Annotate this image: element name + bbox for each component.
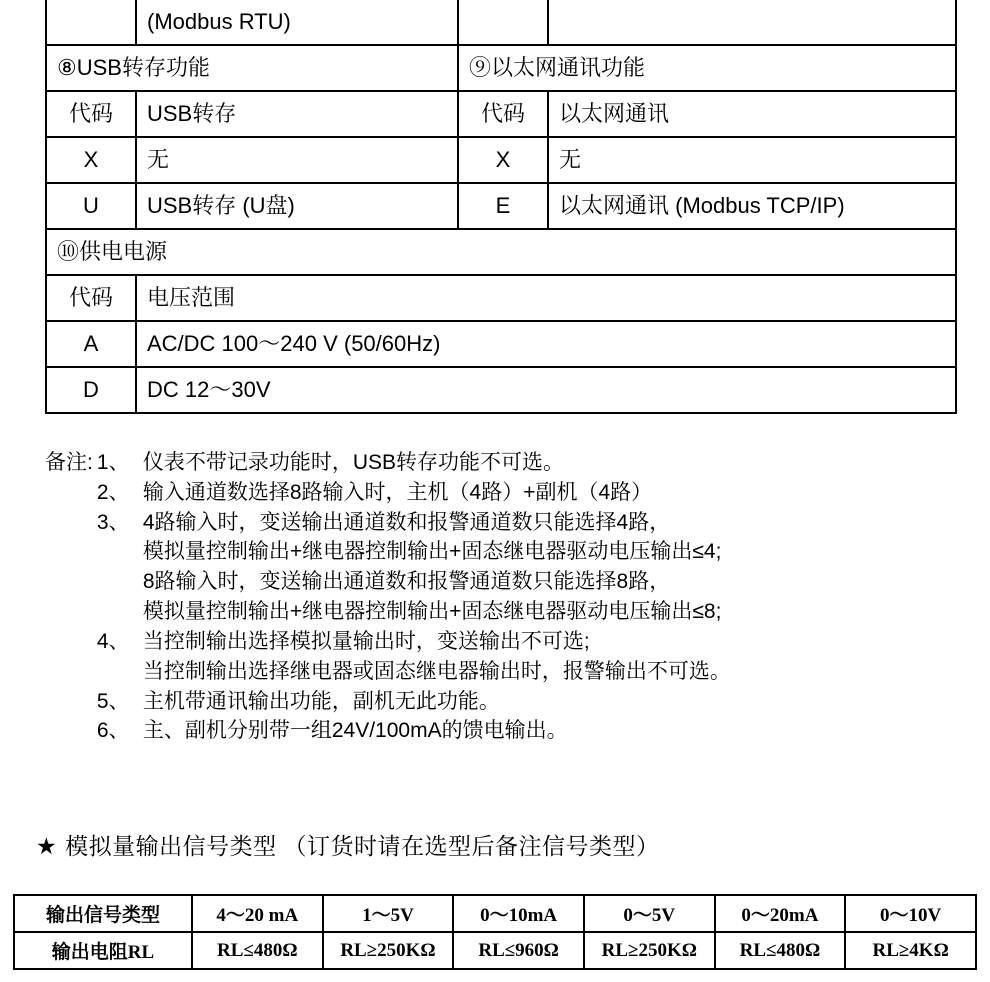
table-row — [46, 367, 956, 413]
remark-line: 4路输入时，变送输出通道数和报警通道数只能选择4路， — [142, 510, 671, 534]
table-row — [14, 932, 976, 969]
top-row-desc2-cell — [548, 0, 956, 45]
remark-line: 主机带通讯输出功能，副机无此功能。 — [142, 689, 500, 713]
remark-item-1 — [97, 448, 975, 478]
remark-line: 8路输入时，变送输出通道数和报警通道数只能选择8路， — [142, 570, 671, 594]
section10-code-header: 代码 — [46, 275, 136, 321]
section10-row1-code: D — [46, 367, 136, 413]
remark-text-2 — [143, 478, 975, 508]
table-row — [46, 229, 956, 275]
remark-item-6 — [97, 716, 975, 746]
remark-text-3 — [143, 508, 975, 627]
remark-line: 仪表不带记录功能时，USB转存功能不可选。 — [142, 451, 565, 474]
section8-code-header: 代码 — [46, 91, 136, 137]
analog-row0-cell5: 0～10V — [845, 895, 976, 932]
section10-row0-code: A — [46, 321, 136, 367]
section10-desc-header: 电压范围 — [136, 275, 956, 321]
analog-output-table — [13, 894, 977, 970]
analog-row1-cell1: RL≥250KΩ — [323, 932, 454, 969]
remark-number-6: 6、 — [96, 719, 130, 743]
star-icon: ★ — [36, 833, 58, 859]
table-row — [46, 275, 956, 321]
analog-output-heading-text: 模拟量输出信号类型 （订货时请在选型后备注信号类型） — [65, 833, 660, 859]
remark-item-2 — [97, 478, 975, 508]
remark-line: 输入通道数选择8路输入时，主机（4路）+副机（4路） — [142, 480, 653, 504]
section10-row0-desc: AC/DC 100～240 V (50/60Hz) — [136, 321, 956, 367]
top-row-code-cell — [46, 0, 136, 45]
remark-line: 模拟量控制输出+继电器控制输出+固态继电器驱动电压输出≤4; — [142, 540, 722, 564]
section8-row1-desc: USB转存 (U盘) — [136, 183, 458, 229]
analog-row1-cell4: RL≤480Ω — [715, 932, 846, 969]
remark-text-1 — [143, 448, 975, 478]
remark-text-4 — [143, 627, 975, 687]
table-row — [46, 321, 956, 367]
remark-number-5: 5、 — [96, 689, 130, 713]
remark-number-4: 4、 — [96, 629, 130, 653]
remark-number-1: 1、 — [96, 451, 130, 474]
remark-number-3: 3、 — [96, 510, 130, 534]
section10-title: ⑩供电电源 — [46, 229, 956, 275]
top-row-desc-cell: (Modbus RTU) — [136, 0, 458, 45]
section9-row0-desc: 无 — [548, 137, 956, 183]
remark-item-5 — [97, 687, 975, 717]
section9-row0-code: X — [458, 137, 548, 183]
section8-row0-code: X — [46, 137, 136, 183]
section8-title: ⑧USB转存功能 — [46, 45, 458, 91]
remarks-list — [97, 448, 975, 746]
remark-line: 当控制输出选择模拟量输出时，变送输出不可选; — [142, 629, 590, 653]
section8-row0-desc: 无 — [136, 137, 458, 183]
section10-row1-desc: DC 12～30V — [136, 367, 956, 413]
table-row — [14, 895, 976, 932]
analog-row0-cell3: 0～5V — [584, 895, 715, 932]
table-row — [46, 45, 956, 91]
analog-output-heading — [36, 828, 660, 861]
remark-line: 模拟量控制输出+继电器控制输出+固态继电器驱动电压输出≤8; — [142, 600, 722, 624]
remark-item-4 — [97, 627, 975, 687]
analog-row0-cell0: 4～20 mA — [192, 895, 323, 932]
remark-item-3 — [97, 508, 975, 627]
table-row — [46, 0, 956, 45]
section9-row1-code: E — [458, 183, 548, 229]
table-row — [46, 91, 956, 137]
section8-row1-code: U — [46, 183, 136, 229]
remark-text-5 — [143, 687, 975, 717]
table-row — [46, 183, 956, 229]
analog-row1-cell5: RL≥4KΩ — [845, 932, 976, 969]
analog-row1-header: 输出电阻RL — [14, 932, 192, 969]
remark-line: 当控制输出选择继电器或固态继电器输出时，报警输出不可选。 — [142, 659, 731, 683]
analog-row0-cell2: 0～10mA — [453, 895, 584, 932]
section9-title: ⑨以太网通讯功能 — [458, 45, 956, 91]
section9-code-header: 代码 — [458, 91, 548, 137]
analog-row0-cell4: 0～20mA — [715, 895, 846, 932]
section9-row1-desc: 以太网通讯 (Modbus TCP/IP) — [548, 183, 956, 229]
section8-desc-header: USB转存 — [136, 91, 458, 137]
table-row — [46, 137, 956, 183]
remark-number-2: 2、 — [96, 480, 130, 504]
remark-text-6 — [143, 716, 975, 746]
remark-line: 主、副机分别带一组24V/100mA的馈电输出。 — [142, 719, 568, 743]
analog-row0-header: 输出信号类型 — [14, 895, 192, 932]
analog-row1-cell0: RL≤480Ω — [192, 932, 323, 969]
analog-row0-cell1: 1～5V — [323, 895, 454, 932]
section9-desc-header: 以太网通讯 — [548, 91, 956, 137]
specification-table — [45, 0, 957, 414]
top-row-code2-cell — [458, 0, 548, 45]
analog-row1-cell3: RL≥250KΩ — [584, 932, 715, 969]
analog-row1-cell2: RL≤960Ω — [453, 932, 584, 969]
remarks-block — [45, 448, 975, 746]
remarks-label: 备注: — [45, 451, 93, 474]
